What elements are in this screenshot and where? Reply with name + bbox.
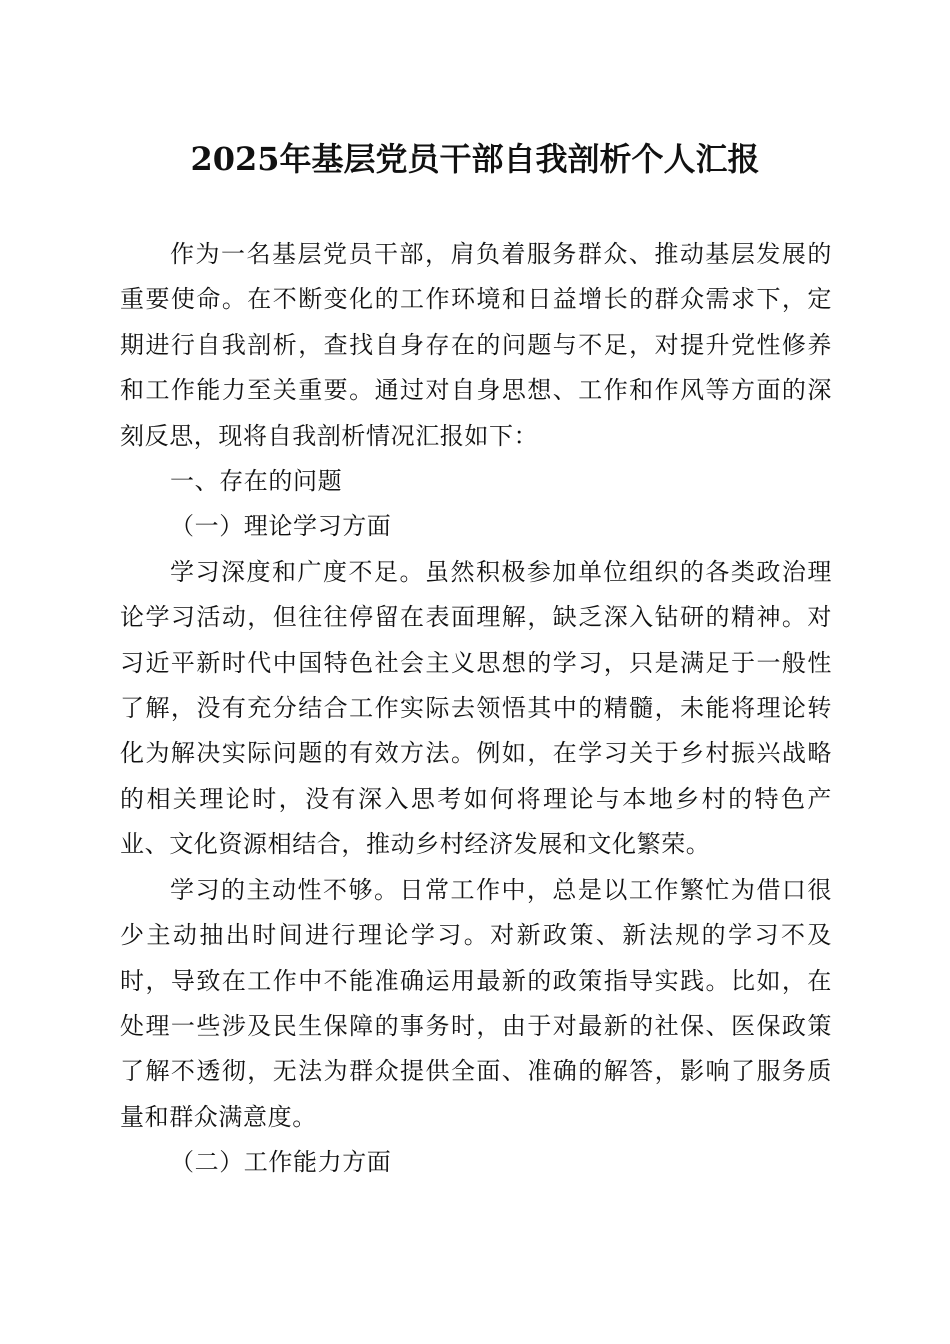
subsection-heading-theory-study: （一）理论学习方面 — [170, 512, 392, 541]
document-body — [120, 232, 832, 1186]
document-title: 2025年基层党员干部自我剖析个人汇报 — [190, 140, 760, 178]
theory-study-paragraph-1: 学习深度和广度不足。虽然积极参加单位组织的各类政治理论学习活动，但往往停留在表面理解，缺乏深入钻研的精神。对习近平新时代中国特色社会主义思想的学习，只是满足于一般性了解，没有充分结合工作实际去领悟其中的精髓，未能将理论转化为解决实际问题的有效方法。例如，在学习关于乡村振兴战略的相关理论时，没有深入思考如何将理论与本地乡村的特色产业、文化资源相结合，推动乡村经济发展和文化繁荣。 — [120, 557, 832, 859]
theory-study-paragraph-2: 学习的主动性不够。日常工作中，总是以工作繁忙为借口很少主动抽出时间进行理论学习。对新政策、新法规的学习不及时，导致在工作中不能准确运用最新的政策指导实践。比如，在处理一些涉及民生保障的事务时，由于对最新的社保、医保政策了解不透彻，无法为群众提供全面、准确的解答，影响了服务质量和群众满意度。 — [120, 875, 832, 1131]
subsection-heading-work-ability: （二）工作能力方面 — [170, 1148, 392, 1177]
section-heading-problems: 一、存在的问题 — [170, 467, 343, 496]
intro-paragraph: 作为一名基层党员干部，肩负着服务群众、推动基层发展的重要使命。在不断变化的工作环境和日益增长的群众需求下，定期进行自我剖析，查找自身存在的问题与不足，对提升党性修养和工作能力至关重要。通过对自身思想、工作和作风等方面的深刻反思，现将自我剖析情况汇报如下： — [120, 240, 832, 450]
